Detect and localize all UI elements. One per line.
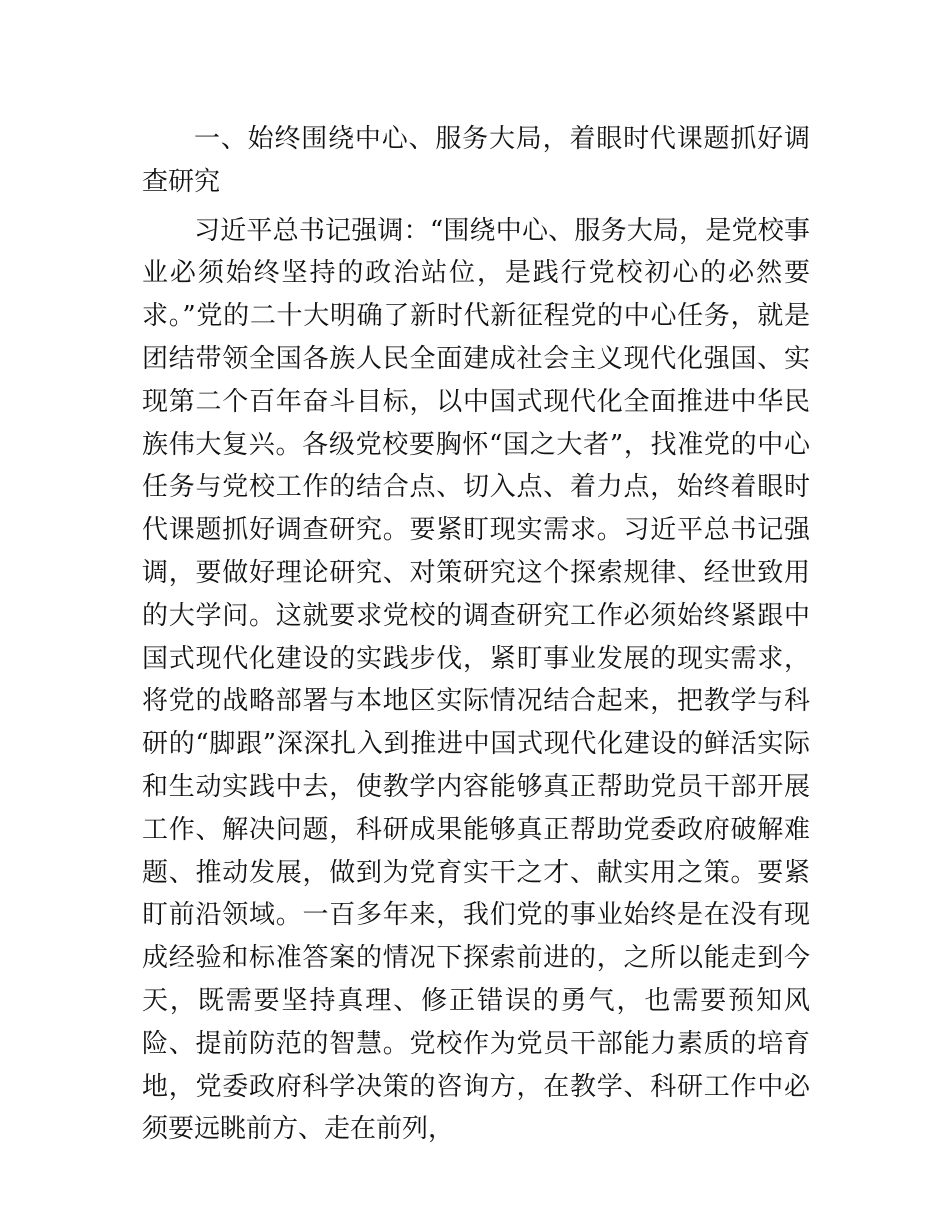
section-heading: 一、始终围绕中心、服务大局，着眼时代课题抓好调查研究 [142,124,810,197]
document-body [142,118,810,1151]
body-paragraph: 习近平总书记强调：“围绕中心、服务大局，是党校事业必须始终坚持的政治站位，是践行党校初心的必然要求。”党的二十大明确了新时代新征程党的中心任务，就是团结带领全国各族人民全面建成社会主义现代化强国、实现第二个百年奋斗目标，以中国式现代化全面推进中华民族伟大复兴。各级党校要胸怀“国之大者”，找准党的中心任务与党校工作的结合点、切入点、着力点，始终着眼时代课题抓好调查研究。要紧盯现实需求。习近平总书记强调，要做好理论研究、对策研究这个探索规律、经世致用的大学问。这就要求党校的调查研究工作必须始终紧跟中国式现代化建设的实践步伐，紧盯事业发展的现实需求，将党的战略部署与本地区实际情况结合起来，把教学与科研的“脚跟”深深扎入到推进中国式现代化建设的鲜活实际和生动实践中去，使教学内容能够真正帮助党员干部开展工作、解决问题，科研成果能够真正帮助党委政府破解难题、推动发展，做到为党育实干之才、献实用之策。要紧盯前沿领域。一百多年来，我们党的事业始终是在没有现成经验和标准答案的情况下探索前进的，之所以能走到今天，既需要坚持真理、修正错误的勇气，也需要预知风险、提前防范的智慧。党校作为党员干部能力素质的培育地，党委政府科学决策的咨询方，在教学、科研工作中必须要远眺前方、走在前列， [142,215,810,1145]
